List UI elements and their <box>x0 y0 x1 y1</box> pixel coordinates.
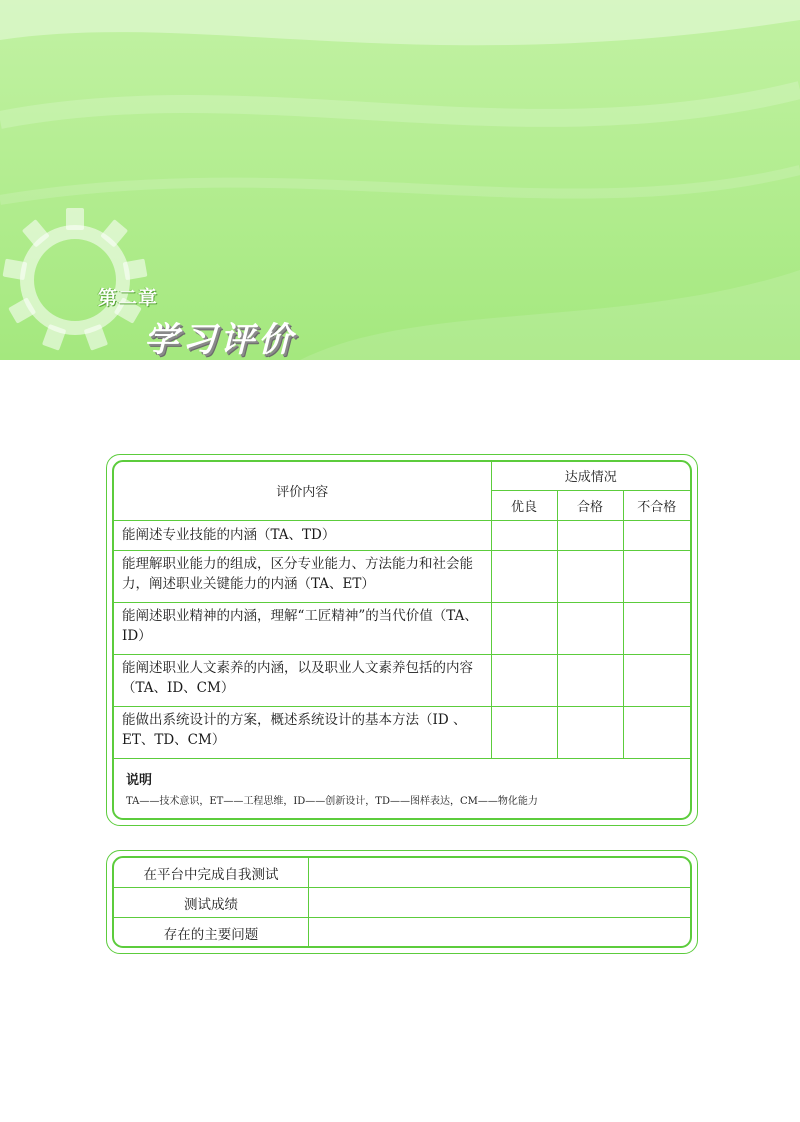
test-score-input[interactable] <box>309 888 691 918</box>
rating-cell-pass[interactable] <box>557 520 623 550</box>
rating-cell-pass[interactable] <box>557 550 623 602</box>
self-test-table <box>114 858 690 948</box>
header-level-pass: 合格 <box>557 490 623 520</box>
rating-cell-fail[interactable] <box>623 520 690 550</box>
notes-section <box>114 759 690 807</box>
criterion-text: 能理解职业能力的组成，区分专业能力、方法能力和社会能力，阐述职业关键能力的内涵（TA、ET） <box>114 550 491 602</box>
criterion-text: 能阐述职业精神的内涵，理解“工匠精神”的当代价值（TA、ID） <box>114 602 491 654</box>
page-title: 学习评价 <box>144 320 296 360</box>
rating-cell-pass[interactable] <box>557 706 623 758</box>
rating-cell-excellent[interactable] <box>491 654 557 706</box>
header-level-excellent: 优良 <box>491 490 557 520</box>
evaluation-inner-frame <box>112 460 692 820</box>
rating-cell-excellent[interactable] <box>491 550 557 602</box>
rating-cell-excellent[interactable] <box>491 602 557 654</box>
rating-cell-pass[interactable] <box>557 654 623 706</box>
header-status: 达成情况 <box>491 462 690 490</box>
rating-cell-fail[interactable] <box>623 706 690 758</box>
main-problems-label: 存在的主要问题 <box>114 918 309 948</box>
header-content: 评价内容 <box>114 462 491 520</box>
criterion-text: 能阐述职业人文素养的内涵，以及职业人文素养包括的内容（TA、ID、CM） <box>114 654 491 706</box>
notes-title: 说明 <box>126 772 153 788</box>
gear-icon <box>0 205 150 355</box>
criterion-text: 能做出系统设计的方案，概述系统设计的基本方法（ID 、ET、TD、CM） <box>114 706 491 758</box>
header-level-fail: 不合格 <box>623 490 690 520</box>
table-row <box>114 888 690 918</box>
chapter-label: 第二章 <box>98 287 159 309</box>
header-banner <box>0 0 800 360</box>
evaluation-frame <box>106 454 698 826</box>
rating-cell-fail[interactable] <box>623 654 690 706</box>
table-row <box>114 550 690 602</box>
rating-cell-excellent[interactable] <box>491 520 557 550</box>
rating-cell-excellent[interactable] <box>491 706 557 758</box>
self-test-label: 在平台中完成自我测试 <box>114 858 309 888</box>
table-row <box>114 858 690 888</box>
test-score-label: 测试成绩 <box>114 888 309 918</box>
evaluation-table <box>114 462 690 759</box>
table-row <box>114 706 690 758</box>
main-problems-input[interactable] <box>309 918 691 948</box>
criterion-text: 能阐述专业技能的内涵（TA、TD） <box>114 520 491 550</box>
self-test-frame <box>106 850 698 954</box>
table-row <box>114 918 690 948</box>
table-row <box>114 520 690 550</box>
rating-cell-fail[interactable] <box>623 550 690 602</box>
table-row <box>114 602 690 654</box>
table-row <box>114 654 690 706</box>
rating-cell-fail[interactable] <box>623 602 690 654</box>
notes-body: TA——技术意识，ET——工程思维，ID——创新设计，TD——图样表达，CM——物化能力 <box>126 795 538 807</box>
rating-cell-pass[interactable] <box>557 602 623 654</box>
self-test-input[interactable] <box>309 858 691 888</box>
self-test-inner-frame <box>112 856 692 948</box>
